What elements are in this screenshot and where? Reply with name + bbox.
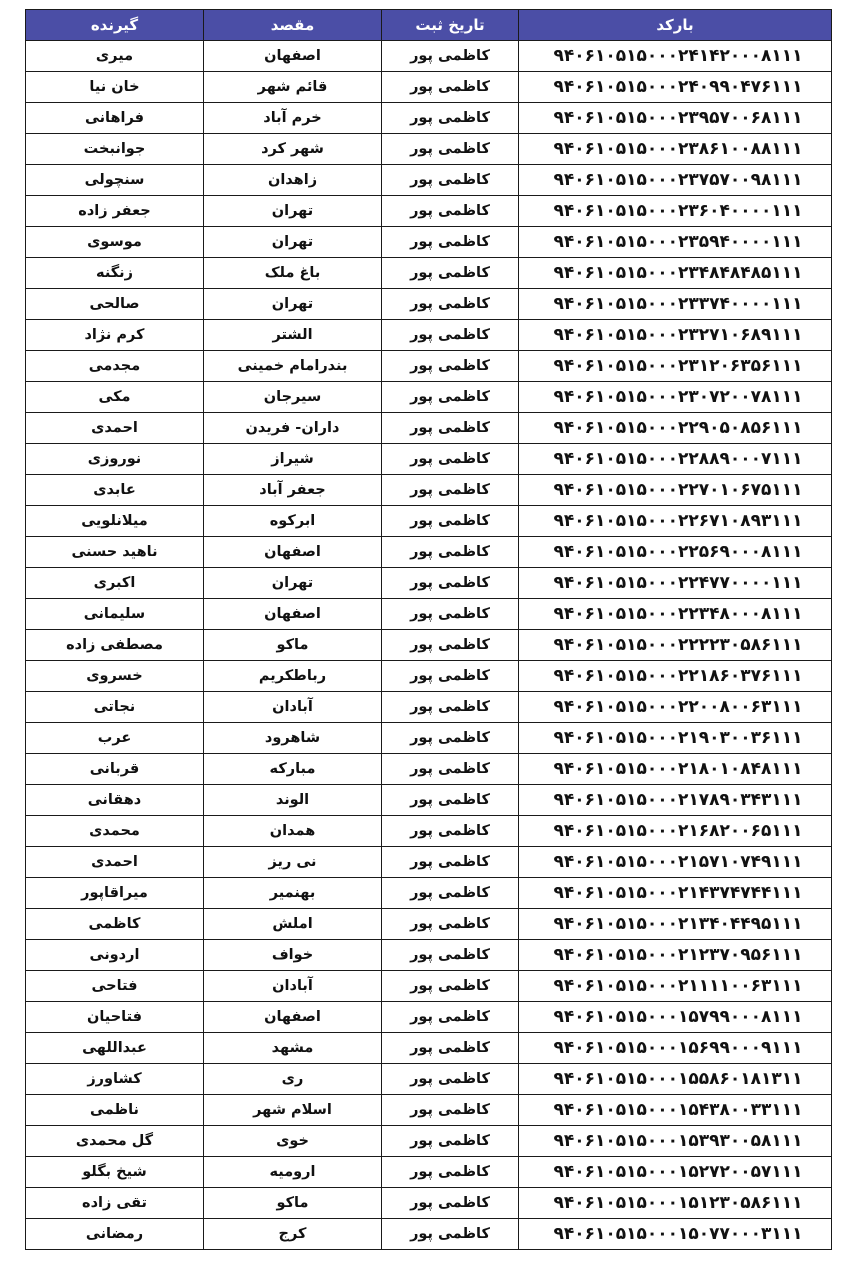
receiver-cell: فتاحی [26,971,204,1002]
barcode-cell: ۹۴۰۶۱۰۵۱۵۰۰۰۲۱۱۱۱۰۰۶۳۱۱۱ [519,971,832,1002]
date-cell: کاظمی پور [382,1157,519,1188]
table-row [26,661,832,692]
date-cell: کاظمی پور [382,1095,519,1126]
table-row [26,72,832,103]
date-cell: کاظمی پور [382,878,519,909]
table-row [26,1188,832,1219]
receiver-cell: کرم نژاد [26,320,204,351]
header-receiver: گیرنده [26,10,204,41]
barcode-cell: ۹۴۰۶۱۰۵۱۵۰۰۰۲۱۴۳۷۴۷۴۴۱۱۱ [519,878,832,909]
barcode-cell: ۹۴۰۶۱۰۵۱۵۰۰۰۱۵۳۹۳۰۰۵۸۱۱۱ [519,1126,832,1157]
table-row [26,382,832,413]
table-row [26,754,832,785]
destination-cell: شهر کرد [204,134,382,165]
barcode-cell: ۹۴۰۶۱۰۵۱۵۰۰۰۲۲۴۷۷۰۰۰۰۱۱۱ [519,568,832,599]
table-header [26,10,832,41]
table-row [26,971,832,1002]
destination-cell: داران- فریدن [204,413,382,444]
receiver-cell: مصطفی زاده [26,630,204,661]
barcode-cell: ۹۴۰۶۱۰۵۱۵۰۰۰۲۲۰۰۸۰۰۶۳۱۱۱ [519,692,832,723]
date-cell: کاظمی پور [382,103,519,134]
table-row [26,165,832,196]
table-row [26,351,832,382]
barcode-cell: ۹۴۰۶۱۰۵۱۵۰۰۰۲۳۳۷۴۰۰۰۰۱۱۱ [519,289,832,320]
date-cell: کاظمی پور [382,444,519,475]
barcode-cell: ۹۴۰۶۱۰۵۱۵۰۰۰۲۳۱۲۰۶۳۵۶۱۱۱ [519,351,832,382]
receiver-cell: میلانلویی [26,506,204,537]
receiver-cell: خسروی [26,661,204,692]
barcode-cell: ۹۴۰۶۱۰۵۱۵۰۰۰۲۲۹۰۵۰۸۵۶۱۱۱ [519,413,832,444]
table-row [26,1219,832,1250]
date-cell: کاظمی پور [382,506,519,537]
barcode-cell: ۹۴۰۶۱۰۵۱۵۰۰۰۲۲۷۰۱۰۶۷۵۱۱۱ [519,475,832,506]
barcode-cell: ۹۴۰۶۱۰۵۱۵۰۰۰۲۱۲۳۷۰۹۵۶۱۱۱ [519,940,832,971]
destination-cell: جعفر آباد [204,475,382,506]
table-row [26,1033,832,1064]
receiver-cell: سنچولی [26,165,204,196]
destination-cell: کرج [204,1219,382,1250]
receiver-cell: جوانبخت [26,134,204,165]
barcode-cell: ۹۴۰۶۱۰۵۱۵۰۰۰۲۲۶۷۱۰۸۹۳۱۱۱ [519,506,832,537]
date-cell: کاظمی پور [382,1033,519,1064]
date-cell: کاظمی پور [382,847,519,878]
table-row [26,785,832,816]
receiver-cell: ناهید حسنی [26,537,204,568]
date-cell: کاظمی پور [382,413,519,444]
date-cell: کاظمی پور [382,289,519,320]
table-row [26,847,832,878]
date-cell: کاظمی پور [382,909,519,940]
barcode-cell: ۹۴۰۶۱۰۵۱۵۰۰۰۲۳۲۷۱۰۶۸۹۱۱۱ [519,320,832,351]
table-row [26,878,832,909]
receiver-cell: ناظمی [26,1095,204,1126]
date-cell: کاظمی پور [382,1064,519,1095]
destination-cell: خوی [204,1126,382,1157]
receiver-cell: کاظمی [26,909,204,940]
destination-cell: تهران [204,289,382,320]
receiver-cell: سلیمانی [26,599,204,630]
barcode-cell: ۹۴۰۶۱۰۵۱۵۰۰۰۲۳۴۸۴۸۴۸۵۱۱۱ [519,258,832,289]
table-row [26,506,832,537]
date-cell: کاظمی پور [382,971,519,1002]
date-cell: کاظمی پور [382,1188,519,1219]
table-row [26,444,832,475]
destination-cell: اصفهان [204,537,382,568]
destination-cell: شیراز [204,444,382,475]
destination-cell: رباطکریم [204,661,382,692]
table-row [26,1064,832,1095]
date-cell: کاظمی پور [382,1219,519,1250]
barcode-cell: ۹۴۰۶۱۰۵۱۵۰۰۰۲۳۷۵۷۰۰۹۸۱۱۱ [519,165,832,196]
destination-cell: زاهدان [204,165,382,196]
table-row [26,816,832,847]
destination-cell: اصفهان [204,41,382,72]
date-cell: کاظمی پور [382,1126,519,1157]
receiver-cell: تقی زاده [26,1188,204,1219]
date-cell: کاظمی پور [382,320,519,351]
receiver-cell: اردونی [26,940,204,971]
date-cell: کاظمی پور [382,754,519,785]
receiver-cell: فتاحیان [26,1002,204,1033]
table-row [26,41,832,72]
destination-cell: الشتر [204,320,382,351]
date-cell: کاظمی پور [382,165,519,196]
barcode-cell: ۹۴۰۶۱۰۵۱۵۰۰۰۱۵۶۹۹۰۰۰۹۱۱۱ [519,1033,832,1064]
destination-cell: شاهرود [204,723,382,754]
document-sheet [25,9,831,1260]
date-cell: کاظمی پور [382,537,519,568]
date-cell: کاظمی پور [382,630,519,661]
table-row [26,723,832,754]
table-row [26,1002,832,1033]
date-cell: کاظمی پور [382,227,519,258]
destination-cell: ماکو [204,630,382,661]
barcode-cell: ۹۴۰۶۱۰۵۱۵۰۰۰۱۵۱۲۳۰۵۸۶۱۱۱ [519,1188,832,1219]
table-row [26,227,832,258]
date-cell: کاظمی پور [382,785,519,816]
receiver-cell: احمدی [26,413,204,444]
date-cell: کاظمی پور [382,568,519,599]
receiver-cell: اکبری [26,568,204,599]
destination-cell: اصفهان [204,1002,382,1033]
header-row [26,10,832,41]
receiver-cell: میری [26,41,204,72]
receiver-cell: موسوی [26,227,204,258]
receiver-cell: میراقاپور [26,878,204,909]
barcode-cell: ۹۴۰۶۱۰۵۱۵۰۰۰۲۳۰۷۲۰۰۷۸۱۱۱ [519,382,832,413]
destination-cell: ابرکوه [204,506,382,537]
receiver-cell: عبداللهی [26,1033,204,1064]
destination-cell: نی ریز [204,847,382,878]
barcode-cell: ۹۴۰۶۱۰۵۱۵۰۰۰۲۲۸۸۹۰۰۰۷۱۱۱ [519,444,832,475]
destination-cell: سیرجان [204,382,382,413]
date-cell: کاظمی پور [382,692,519,723]
receiver-cell: فراهانی [26,103,204,134]
table-row [26,413,832,444]
barcode-cell: ۹۴۰۶۱۰۵۱۵۰۰۰۲۱۷۸۹۰۳۴۳۱۱۱ [519,785,832,816]
table-row [26,568,832,599]
barcode-cell: ۹۴۰۶۱۰۵۱۵۰۰۰۲۳۵۹۴۰۰۰۰۱۱۱ [519,227,832,258]
date-cell: کاظمی پور [382,723,519,754]
destination-cell: بندرامام خمینی [204,351,382,382]
receiver-cell: صالحی [26,289,204,320]
barcode-cell: ۹۴۰۶۱۰۵۱۵۰۰۰۲۱۵۷۱۰۷۴۹۱۱۱ [519,847,832,878]
date-cell: کاظمی پور [382,661,519,692]
destination-cell: املش [204,909,382,940]
barcode-cell: ۹۴۰۶۱۰۵۱۵۰۰۰۱۵۰۷۷۰۰۰۳۱۱۱ [519,1219,832,1250]
receiver-cell: عابدی [26,475,204,506]
header-destination: مقصد [204,10,382,41]
barcode-cell: ۹۴۰۶۱۰۵۱۵۰۰۰۲۳۶۰۴۰۰۰۰۱۱۱ [519,196,832,227]
receiver-cell: زنگنه [26,258,204,289]
table-row [26,940,832,971]
receiver-cell: رمضانی [26,1219,204,1250]
barcode-cell: ۹۴۰۶۱۰۵۱۵۰۰۰۲۲۳۴۸۰۰۰۸۱۱۱ [519,599,832,630]
table-row [26,630,832,661]
barcode-cell: ۹۴۰۶۱۰۵۱۵۰۰۰۲۲۵۶۹۰۰۰۸۱۱۱ [519,537,832,568]
date-cell: کاظمی پور [382,599,519,630]
destination-cell: مشهد [204,1033,382,1064]
receiver-cell: دهقانی [26,785,204,816]
destination-cell: خرم آباد [204,103,382,134]
receiver-cell: جعفر زاده [26,196,204,227]
receiver-cell: گل محمدی [26,1126,204,1157]
receiver-cell: احمدی [26,847,204,878]
destination-cell: مبارکه [204,754,382,785]
date-cell: کاظمی پور [382,382,519,413]
date-cell: کاظمی پور [382,940,519,971]
receiver-cell: شیخ بگلو [26,1157,204,1188]
destination-cell: ارومیه [204,1157,382,1188]
destination-cell: تهران [204,227,382,258]
date-cell: کاظمی پور [382,72,519,103]
table-row [26,909,832,940]
barcode-cell: ۹۴۰۶۱۰۵۱۵۰۰۰۲۴۱۴۲۰۰۰۸۱۱۱ [519,41,832,72]
destination-cell: اصفهان [204,599,382,630]
destination-cell: آبادان [204,971,382,1002]
barcode-cell: ۹۴۰۶۱۰۵۱۵۰۰۰۲۲۲۲۳۰۵۸۶۱۱۱ [519,630,832,661]
barcode-cell: ۹۴۰۶۱۰۵۱۵۰۰۰۱۵۲۷۲۰۰۵۷۱۱۱ [519,1157,832,1188]
destination-cell: اسلام شهر [204,1095,382,1126]
destination-cell: همدان [204,816,382,847]
barcode-cell: ۹۴۰۶۱۰۵۱۵۰۰۰۱۵۵۸۶۰۱۸۱۳۱۱ [519,1064,832,1095]
table-row [26,289,832,320]
table-row [26,692,832,723]
table-row [26,134,832,165]
destination-cell: تهران [204,196,382,227]
table-row [26,599,832,630]
receiver-cell: خان نیا [26,72,204,103]
receiver-cell: کشاورز [26,1064,204,1095]
destination-cell: بهنمیر [204,878,382,909]
table-row [26,1126,832,1157]
date-cell: کاظمی پور [382,1002,519,1033]
barcode-cell: ۹۴۰۶۱۰۵۱۵۰۰۰۲۴۰۹۹۰۴۷۶۱۱۱ [519,72,832,103]
table-row [26,1157,832,1188]
receiver-cell: قربانی [26,754,204,785]
date-cell: کاظمی پور [382,134,519,165]
date-cell: کاظمی پور [382,41,519,72]
destination-cell: آبادان [204,692,382,723]
table-body [26,41,832,1250]
barcode-table [25,9,832,1250]
barcode-cell: ۹۴۰۶۱۰۵۱۵۰۰۰۲۱۸۰۱۰۸۴۸۱۱۱ [519,754,832,785]
barcode-cell: ۹۴۰۶۱۰۵۱۵۰۰۰۱۵۴۳۸۰۰۳۳۱۱۱ [519,1095,832,1126]
receiver-cell: محمدی [26,816,204,847]
table-row [26,475,832,506]
table-row [26,1095,832,1126]
receiver-cell: مکی [26,382,204,413]
barcode-cell: ۹۴۰۶۱۰۵۱۵۰۰۰۱۵۷۹۹۰۰۰۸۱۱۱ [519,1002,832,1033]
table-row [26,320,832,351]
destination-cell: ری [204,1064,382,1095]
table-row [26,258,832,289]
header-date: تاریخ ثبت [382,10,519,41]
barcode-cell: ۹۴۰۶۱۰۵۱۵۰۰۰۲۱۹۰۳۰۰۳۶۱۱۱ [519,723,832,754]
destination-cell: ماکو [204,1188,382,1219]
receiver-cell: نوروزی [26,444,204,475]
date-cell: کاظمی پور [382,475,519,506]
destination-cell: تهران [204,568,382,599]
destination-cell: قائم شهر [204,72,382,103]
receiver-cell: نجاتی [26,692,204,723]
date-cell: کاظمی پور [382,258,519,289]
barcode-cell: ۹۴۰۶۱۰۵۱۵۰۰۰۲۱۳۴۰۴۴۹۵۱۱۱ [519,909,832,940]
header-barcode: بارکد [519,10,832,41]
table-row [26,103,832,134]
receiver-cell: عرب [26,723,204,754]
barcode-cell: ۹۴۰۶۱۰۵۱۵۰۰۰۲۳۸۶۱۰۰۸۸۱۱۱ [519,134,832,165]
barcode-cell: ۹۴۰۶۱۰۵۱۵۰۰۰۲۱۶۸۲۰۰۶۵۱۱۱ [519,816,832,847]
receiver-cell: مجدمی [26,351,204,382]
date-cell: کاظمی پور [382,351,519,382]
barcode-cell: ۹۴۰۶۱۰۵۱۵۰۰۰۲۲۱۸۶۰۳۷۶۱۱۱ [519,661,832,692]
date-cell: کاظمی پور [382,196,519,227]
table-row [26,537,832,568]
table-row [26,196,832,227]
destination-cell: الوند [204,785,382,816]
destination-cell: خواف [204,940,382,971]
destination-cell: باغ ملک [204,258,382,289]
date-cell: کاظمی پور [382,816,519,847]
barcode-cell: ۹۴۰۶۱۰۵۱۵۰۰۰۲۳۹۵۷۰۰۶۸۱۱۱ [519,103,832,134]
